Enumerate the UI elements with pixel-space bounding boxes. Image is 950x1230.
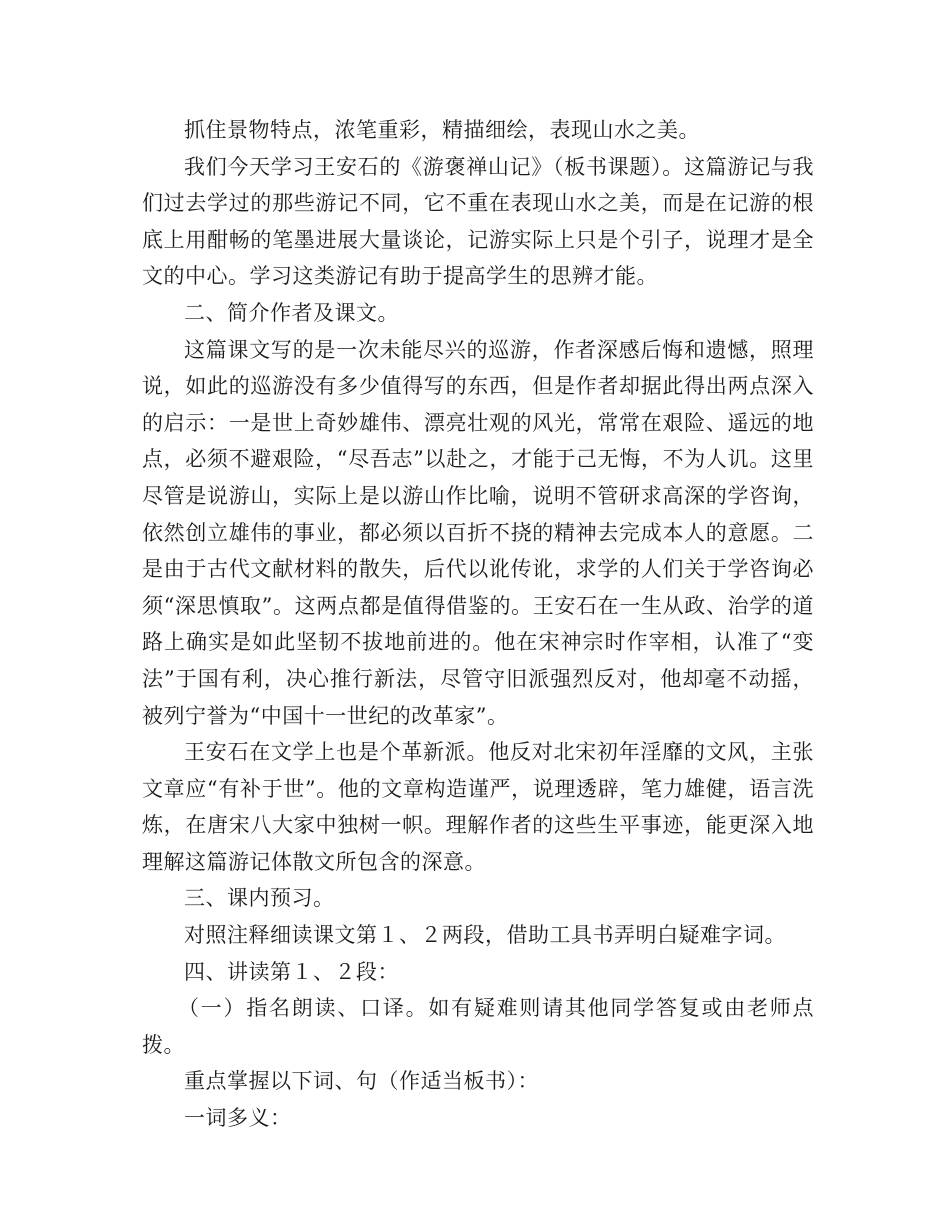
section-heading-4: 四、讲读第１、２段：	[184, 959, 399, 984]
paragraph-4: 王安石在文学上也是个革新派。他反对北宋初年淫靡的文风，主张文章应“有补于世”。他的文章构造谨严，说理透辟，笔力雄健，语言洗炼，在唐宋八大家中独树一帜。理解作者的这些生平事迹，能更深入地理解这篇游记体散文所包含的深意。	[142, 740, 814, 874]
document-body	[142, 112, 814, 1137]
paragraph-6: （一）指名朗读、口译。如有疑难则请其他同学答复或由老师点拨。	[142, 996, 814, 1057]
paragraph-1: 抓住景物特点，浓笔重彩，精描细绘，表现山水之美。	[184, 118, 700, 142]
section-heading-3: 三、课内预习。	[184, 886, 335, 911]
paragraph-3: 这篇课文写的是一次未能尽兴的巡游，作者深感后悔和遗憾，照理说，如此的巡游没有多少值得写的东西，但是作者却据此得出两点深入的启示：一是世上奇妙雄伟、漂亮壮观的风光，常常在艰险、遥远的地点，必须不避艰险，“尽吾志”以赴之，才能于己无悔，不为人讥。这里尽管是说游山，实际上是以游山作比喻，说明不管研求高深的学咨询，依然创立雄伟的事业，都必须以百折不挠的精神去完成本人的意愿。二是由于古代文献材料的散失，后代以讹传讹，求学的人们关于学咨询必须“深思慎取”。这两点都是值得借鉴的。王安石在一生从政、治学的道路上确实是如此坚韧不拔地前进的。他在宋神宗时作宰相，认准了“变法”于国有利，决心推行新法，尽管守旧派强烈反对，他却毫不动摇，被列宁誉为“中国十一世纪的改革家”。	[142, 337, 814, 728]
paragraph-2: 我们今天学习王安石的《游褒禅山记》（板书课题）。这篇游记与我们过去学过的那些游记不同，它不重在表现山水之美，而是在记游的根底上用酣畅的笔墨进展大量谈论，记游实际上只是个引子，说理才是全文的中心。学习这类游记有助于提高学生的思辨才能。	[142, 154, 814, 289]
paragraph-5: 对照注释细读课文第１、２两段，借助工具书弄明白疑难字词。	[184, 923, 786, 948]
section-heading-2: 二、简介作者及课文。	[184, 300, 399, 325]
paragraph-7: 重点掌握以下词、句（作适当板书）：	[184, 1069, 539, 1094]
paragraph-8: 一词多义：	[184, 1106, 292, 1131]
